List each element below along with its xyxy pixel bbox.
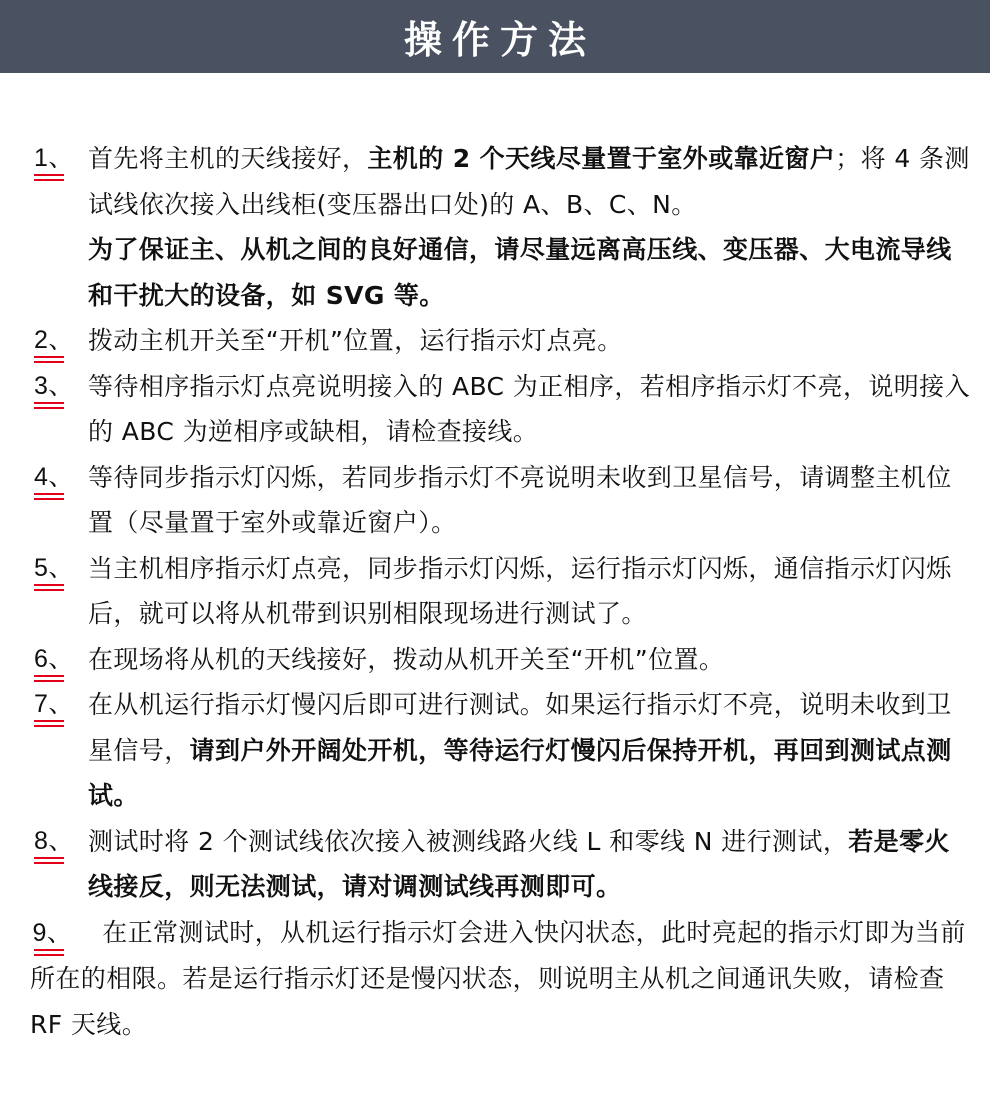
step-number: 6 、: [34, 637, 88, 683]
step-7: [30, 682, 970, 819]
step-text: 首先将主机的天线接好，: [88, 144, 368, 173]
page-title: 操作方法: [403, 17, 596, 62]
step-6: [30, 637, 970, 683]
red-double-underline: [34, 493, 64, 501]
step-text: 在现场将从机的天线接好，拨动从机开关至“开机”位置。: [88, 644, 725, 674]
step-text: 等待相序指示灯点亮说明接入的 ABC 为正相序，若相序指示灯不亮，说明接入的 ABC 为逆相序或缺相，请检查接线。: [88, 371, 970, 446]
step-number: 3 、: [34, 364, 88, 410]
step-text: 当主机相序指示灯点亮，同步指示灯闪烁，运行指示灯闪烁，通信指示灯闪烁后，就可以将从机带到识别相限现场进行测试了。: [88, 553, 952, 628]
step-2: [30, 318, 970, 364]
red-double-underline: [34, 174, 64, 182]
page-header: [0, 0, 990, 73]
step-8: [30, 819, 970, 910]
step-text: 拨动主机开关至“开机”位置，运行指示灯点亮。: [88, 326, 623, 355]
step-number: 7 、: [34, 682, 88, 728]
step-number: 5 、: [34, 546, 88, 592]
step-number: 1 、: [34, 136, 88, 182]
step-3: [30, 364, 970, 455]
step-number: 8 、: [34, 819, 88, 865]
red-double-underline: [34, 584, 64, 592]
red-double-underline: [34, 857, 64, 865]
red-double-underline: [34, 402, 64, 410]
step-bold-text: 请到户外开阔处开机，等待运行灯慢闪后保持开机，再回到测试点测试。: [88, 735, 952, 810]
step-5: [30, 546, 970, 637]
step-bold-text: 主机的 2 个天线尽量置于室外或靠近窗户: [367, 144, 836, 173]
step-text: 在从机运行指示灯慢闪后即可进行测试。如果运行指示灯不亮，说明未收到卫星信号，: [88, 690, 952, 765]
red-double-underline: [34, 949, 64, 957]
step-text: ；将 4 条测试线依次接入出线柜(变压器出口处)的 A、B、C、N。: [88, 144, 970, 219]
step-bold-text: 若是零火线接反，则无法测试，请对调测试线再测即可。: [88, 826, 950, 901]
step-text: 等待同步指示灯闪烁，若同步指示灯不亮说明未收到卫星信号，请调整主机位置（尽量置于室外或靠近窗户）。: [88, 462, 952, 537]
step-number: 2 、: [34, 318, 88, 364]
red-double-underline: [34, 720, 64, 728]
step-text: 在正常测试时，从机运行指示灯会进入快闪状态，此时亮起的指示灯即为当前所在的相限。若是运行指示灯还是慢闪状态，则说明主从机之间通讯失败，请检查 RF 天线。: [30, 917, 966, 1039]
step-4: [30, 455, 970, 546]
step-text: 测试时将 2 个测试线依次接入被测线路火线 L 和零线 N 进行测试，: [88, 826, 849, 856]
step-number: 9、: [30, 911, 72, 957]
step-bold-text: 为了保证主、从机之间的良好通信，请尽量远离高压线、变压器、大电流导线和干扰大的设备，如 SVG 等。: [88, 235, 952, 310]
step-9: [30, 910, 970, 1048]
step-1: [30, 136, 970, 318]
instruction-list: [30, 136, 970, 1047]
step-number: 4 、: [34, 455, 88, 501]
